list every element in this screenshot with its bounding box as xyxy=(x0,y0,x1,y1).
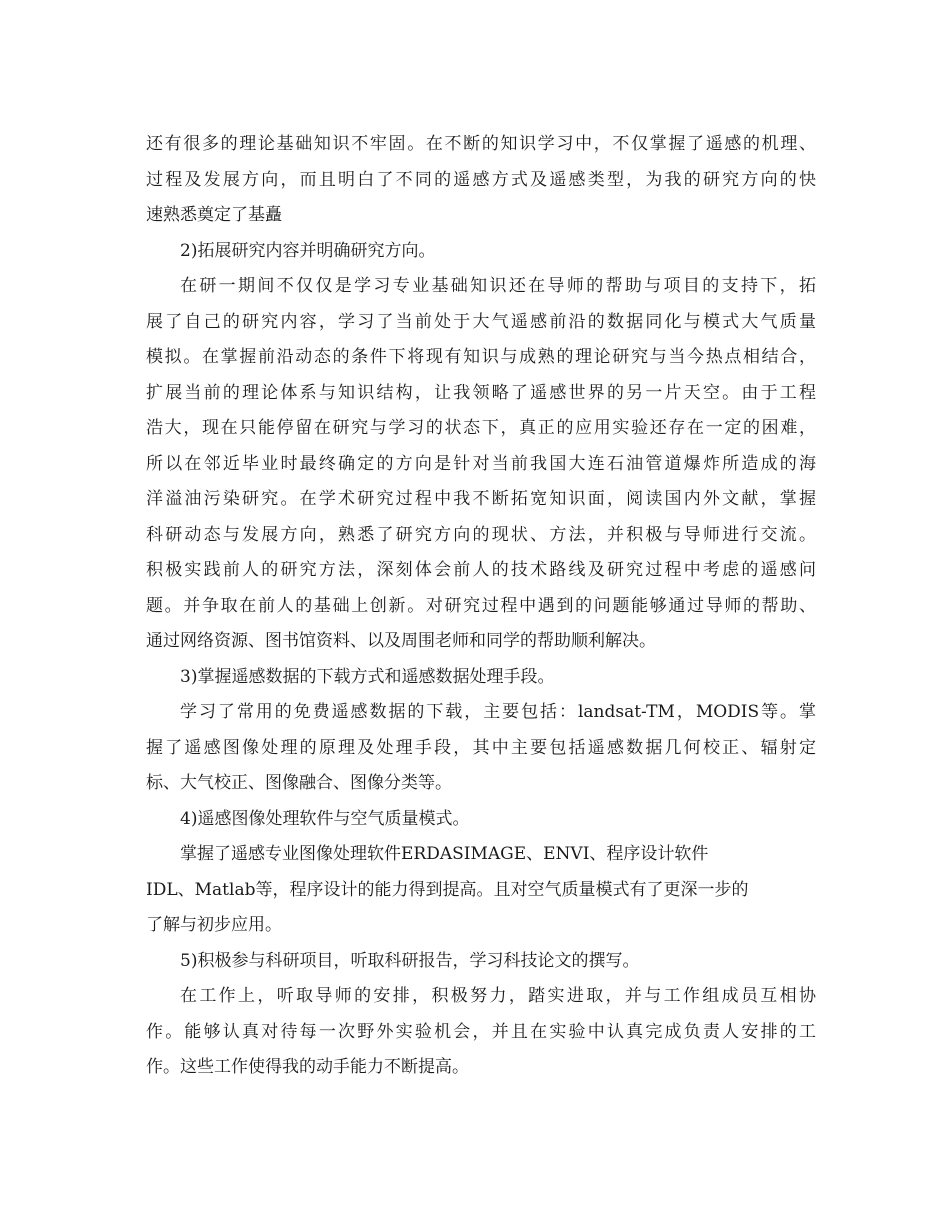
text-line: 所以在邻近毕业时最终确定的方向是针对当前我国大连石油管道爆炸所造成的海 xyxy=(146,453,816,474)
text-line: IDL、Matlab等，程序设计的能力得到提高。且对空气质量模式有了更深一步的 xyxy=(146,879,749,900)
text-line: 学习了常用的免费遥感数据的下载，主要包括：landsat-TM，MODIS等。掌 xyxy=(180,702,816,722)
text-line: 握了遥感图像处理的原理及处理手段，其中主要包括遥感数据几何校正、辐射定 xyxy=(146,737,816,758)
text-line: 展了自己的研究内容，学习了当前处于大气遥感前沿的数据同化与模式大气质量 xyxy=(146,311,816,332)
text-line: 科研动态与发展方向，熟悉了研究方向的现状、方法，并积极与导师进行交流。 xyxy=(146,524,816,545)
section-heading: 3)掌握遥感数据的下载方式和遥感数据处理手段。 xyxy=(180,666,555,687)
text-line: 扩展当前的理论体系与知识结构，让我领略了遥感世界的另一片天空。由于工程 xyxy=(146,382,816,403)
text-line: 浩大，现在只能停留在研究与学习的状态下，真正的应用实验还存在一定的困难， xyxy=(146,418,816,438)
text-line: 积极实践前人的研究方法，深刻体会前人的技术路线及研究过程中考虑的遥感问 xyxy=(146,560,816,580)
text-line: 洋溢油污染研究。在学术研究过程中我不断拓宽知识面，阅读国内外文献，掌握 xyxy=(146,489,816,509)
section-heading: 4)遥感图像处理软件与空气质量模式。 xyxy=(180,808,470,829)
text-line: 过程及发展方向，而且明白了不同的遥感方式及遥感类型，为我的研究方向的快 xyxy=(146,169,816,190)
text-line: 题。并争取在前人的基础上创新。对研究过程中遇到的问题能够通过导师的帮助、 xyxy=(146,595,816,616)
section-heading: 5)积极参与科研项目，听取科研报告，学习科技论文的撰写。 xyxy=(180,950,640,971)
text-line: 标、大气校正、图像融合、图像分类等。 xyxy=(146,773,452,793)
text-line: 速熟悉奠定了基矗 xyxy=(146,205,282,225)
text-line: 在研一期间不仅仅是学习专业基础知识还在导师的帮助与项目的支持下，拓 xyxy=(180,276,816,296)
text-line: 通过网络资源、图书馆资料、以及周围老师和同学的帮助顺利解决。 xyxy=(146,631,656,651)
text-line: 作。这些工作使得我的动手能力不断提高。 xyxy=(146,1057,469,1077)
text-line: 作。能够认真对待每一次野外实验机会，并且在实验中认真完成负责人安排的工 xyxy=(146,1021,816,1042)
section-heading: 2)拓展研究内容并明确研究方向。 xyxy=(180,240,436,261)
text-line: 还有很多的理论基础知识不牢固。在不断的知识学习中，不仅掌握了遥感的机理、 xyxy=(146,134,816,154)
text-line: 在工作上，听取导师的安排，积极努力，踏实进取，并与工作组成员互相协 xyxy=(180,986,816,1006)
text-line: 掌握了遥感专业图像处理软件ERDASIMAGE、ENVI、程序设计软件 xyxy=(180,844,709,864)
body-text xyxy=(146,127,816,1086)
text-line: 了解与初步应用。 xyxy=(146,915,282,935)
text-line: 模拟。在掌握前沿动态的条件下将现有知识与成熟的理论研究与当今热点相结合， xyxy=(146,347,816,367)
